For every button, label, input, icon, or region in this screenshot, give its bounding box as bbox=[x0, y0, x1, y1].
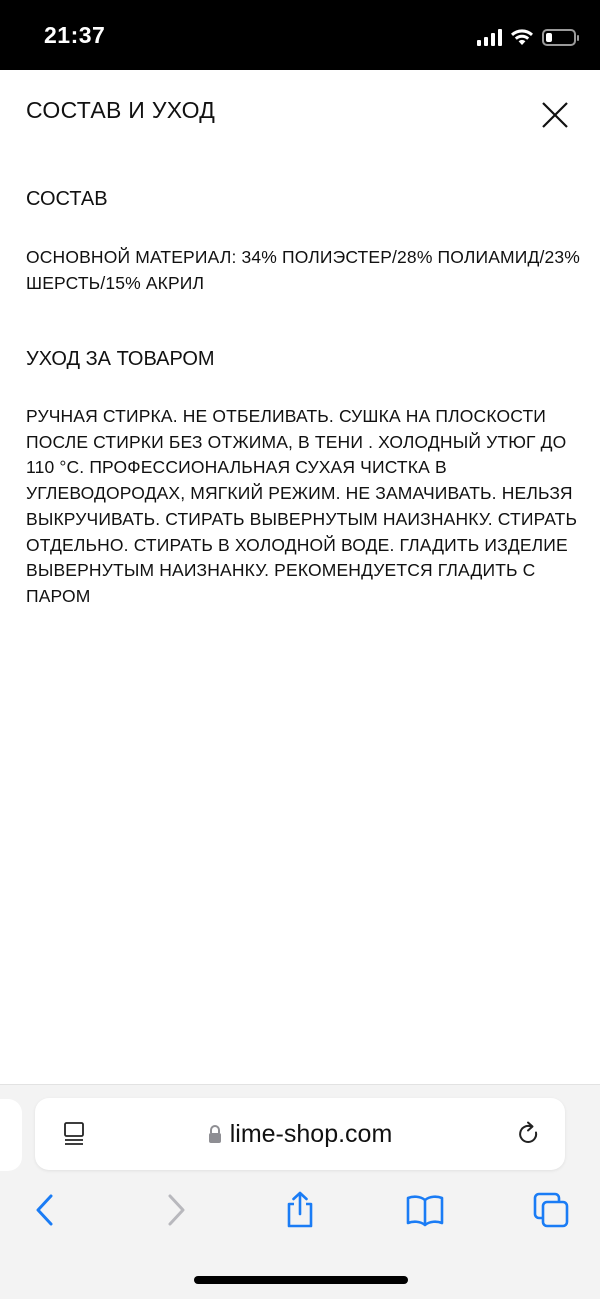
forward-icon bbox=[155, 1190, 195, 1230]
share-button[interactable] bbox=[280, 1190, 320, 1230]
status-time: 21:37 bbox=[44, 22, 106, 48]
close-icon bbox=[536, 96, 574, 134]
composition-text: ОСНОВНОЙ МАТЕРИАЛ: 34% ПОЛИЭСТЕР/28% ПОЛИАМИД/23% ШЕРСТЬ/15% АКРИЛ bbox=[26, 247, 580, 293]
address-bar[interactable] bbox=[35, 1098, 565, 1170]
forward-button[interactable] bbox=[155, 1190, 195, 1230]
bookmarks-button[interactable] bbox=[405, 1190, 445, 1230]
close-button[interactable] bbox=[536, 96, 574, 134]
browser-bottom-bar bbox=[0, 1084, 600, 1299]
home-indicator[interactable] bbox=[194, 1276, 408, 1284]
back-icon bbox=[26, 1190, 66, 1230]
url-display[interactable] bbox=[35, 1098, 565, 1170]
status-icons bbox=[477, 26, 576, 48]
signal-icon bbox=[477, 28, 502, 46]
url-text: lime-shop.com bbox=[229, 1119, 393, 1148]
back-button[interactable] bbox=[26, 1190, 66, 1230]
reload-icon[interactable] bbox=[515, 1120, 543, 1148]
share-icon bbox=[280, 1190, 320, 1230]
tabs-icon bbox=[531, 1190, 571, 1230]
care-heading: УХОД ЗА ТОВАРОМ bbox=[26, 348, 215, 370]
lock-icon bbox=[208, 1124, 222, 1144]
status-bar bbox=[0, 0, 600, 70]
previous-tab-preview[interactable] bbox=[0, 1099, 22, 1171]
composition-heading: СОСТАВ bbox=[26, 188, 108, 210]
tabs-button[interactable] bbox=[531, 1190, 571, 1230]
wifi-icon bbox=[510, 28, 534, 46]
care-text: РУЧНАЯ СТИРКА. НЕ ОТБЕЛИВАТЬ. СУШКА НА ПЛОСКОСТИ ПОСЛЕ СТИРКИ БЕЗ ОТЖИМА, В ТЕНИ . ХОЛОДНЫЙ УТЮГ ДО 110 °С. ПРОФЕССИОНАЛЬНАЯ СУХАЯ ЧИСТКА В УГЛЕВОДОРОДАХ, МЯГКИЙ РЕЖИМ. НЕ ЗАМАЧИВАТЬ. НЕЛЬЗЯ ВЫКРУЧИВАТЬ. СТИРАТЬ ВЫВЕРНУТЫМ НАИЗНАНКУ. СТИРАТЬ ОТДЕЛЬНО. СТИРАТЬ В ХОЛОДНОЙ ВОДЕ. ГЛАДИТЬ ИЗДЕЛИЕ ВЫВЕРНУТЫМ НАИЗНАНКУ. РЕКОМЕНДУЕТСЯ ГЛАДИТЬ С ПАРОМ bbox=[26, 406, 578, 606]
battery-icon bbox=[542, 29, 576, 46]
bookmarks-icon bbox=[405, 1190, 445, 1230]
page-title: СОСТАВ И УХОД bbox=[26, 97, 216, 123]
